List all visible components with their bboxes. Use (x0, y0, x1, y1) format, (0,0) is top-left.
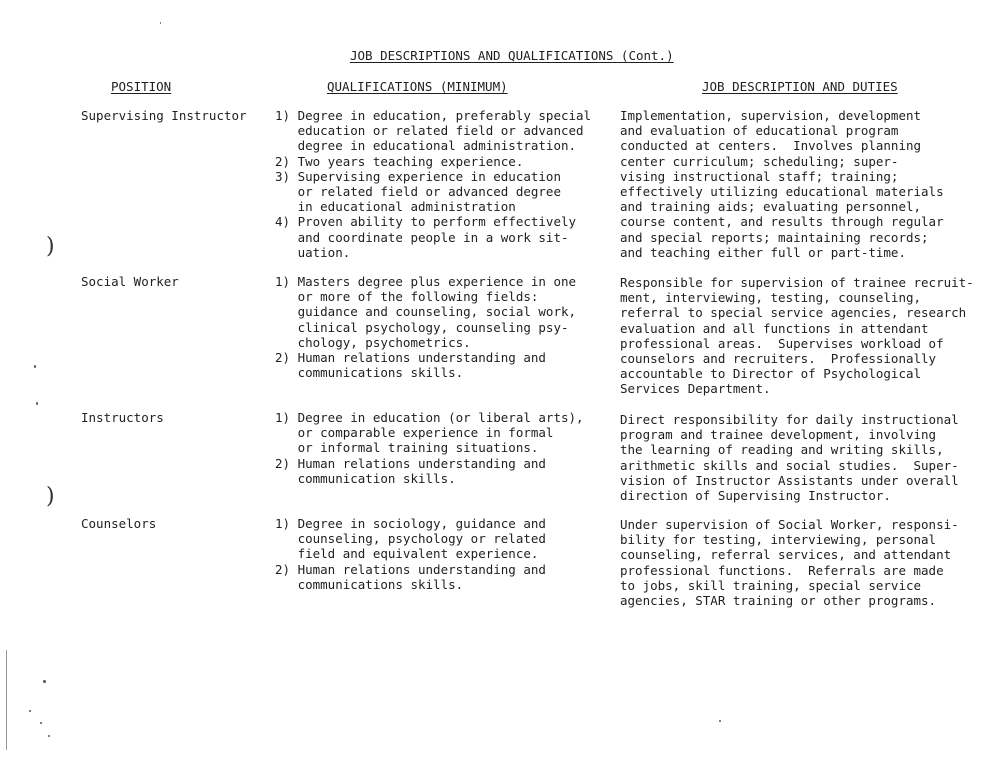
scan-speck (43, 680, 46, 683)
scan-speck (48, 735, 50, 737)
scan-speck (719, 720, 721, 722)
scan-speck (29, 710, 31, 712)
row-position: Social Worker (81, 274, 179, 289)
row-qualifications: 1) Masters degree plus experience in one or more of the following fields: guidance and counseling, social work, clinical psychology, counseling psy- chology, psychometrics. 2) Human relations understanding and communications skills. (275, 274, 577, 381)
row-duties: Direct responsibility for daily instructional program and trainee development, involving the learning of reading and writing skills, arithmetic skills and social studies. Super- vision of Instructor Assistants under overall direction of Supervising Instructor. (620, 412, 959, 504)
row-qualifications: 1) Degree in education, preferably special education or related field or advanced degree in educational administration. 2) Two years teaching experience. 3) Supervising experience in education or related field or advanced degree in educational administration 4) Proven ability to perform effectively and coordinate people in a work sit- uation. (275, 108, 592, 260)
row-position: Supervising Instructor (81, 108, 247, 123)
scan-mark: ) (46, 234, 55, 259)
scan-mark: ) (46, 484, 55, 509)
scan-edge-mark (6, 650, 7, 750)
row-position: Instructors (81, 410, 164, 425)
header-position: POSITION (111, 79, 172, 94)
header-qualifications: QUALIFICATIONS (MINIMUM) (327, 79, 508, 94)
scan-speck (40, 722, 42, 724)
row-duties: Responsible for supervision of trainee recruit- ment, interviewing, testing, counseling, referral to special service agencies, research evaluation and all functions in attendant professional areas. Supervises workload of counselors and recruiters. Professionally accountable to Director of Psychological Services Department. (620, 275, 974, 397)
row-duties: Implementation, supervision, development and evaluation of educational program conducted at centers. Involves planning center curriculum; scheduling; super- vising instructional staff; training; effectively utilizing educational materials and training aids; evaluating personnel, course content, and results through regular and special reports; maintaining records; and teaching either full or part-time. (620, 108, 944, 260)
scan-speck (36, 402, 38, 405)
row-qualifications: 1) Degree in education (or liberal arts), or comparable experience in formal or informal training situations. 2) Human relations understanding and communication skills. (275, 410, 584, 486)
row-qualifications: 1) Degree in sociology, guidance and counseling, psychology or related field and equivalent experience. 2) Human relations understanding and communications skills. (275, 516, 546, 592)
header-duties: JOB DESCRIPTION AND DUTIES (702, 79, 898, 94)
page-title: JOB DESCRIPTIONS AND QUALIFICATIONS (Cont.) (350, 48, 674, 63)
row-duties: Under supervision of Social Worker, responsi- bility for testing, interviewing, personal counseling, referral services, and attendant professional functions. Referrals are made to jobs, skill training, special service agencies, STAR training or other programs. (620, 517, 959, 609)
row-position: Counselors (81, 516, 157, 531)
scan-speck (34, 365, 36, 368)
scan-speck (160, 22, 161, 24)
